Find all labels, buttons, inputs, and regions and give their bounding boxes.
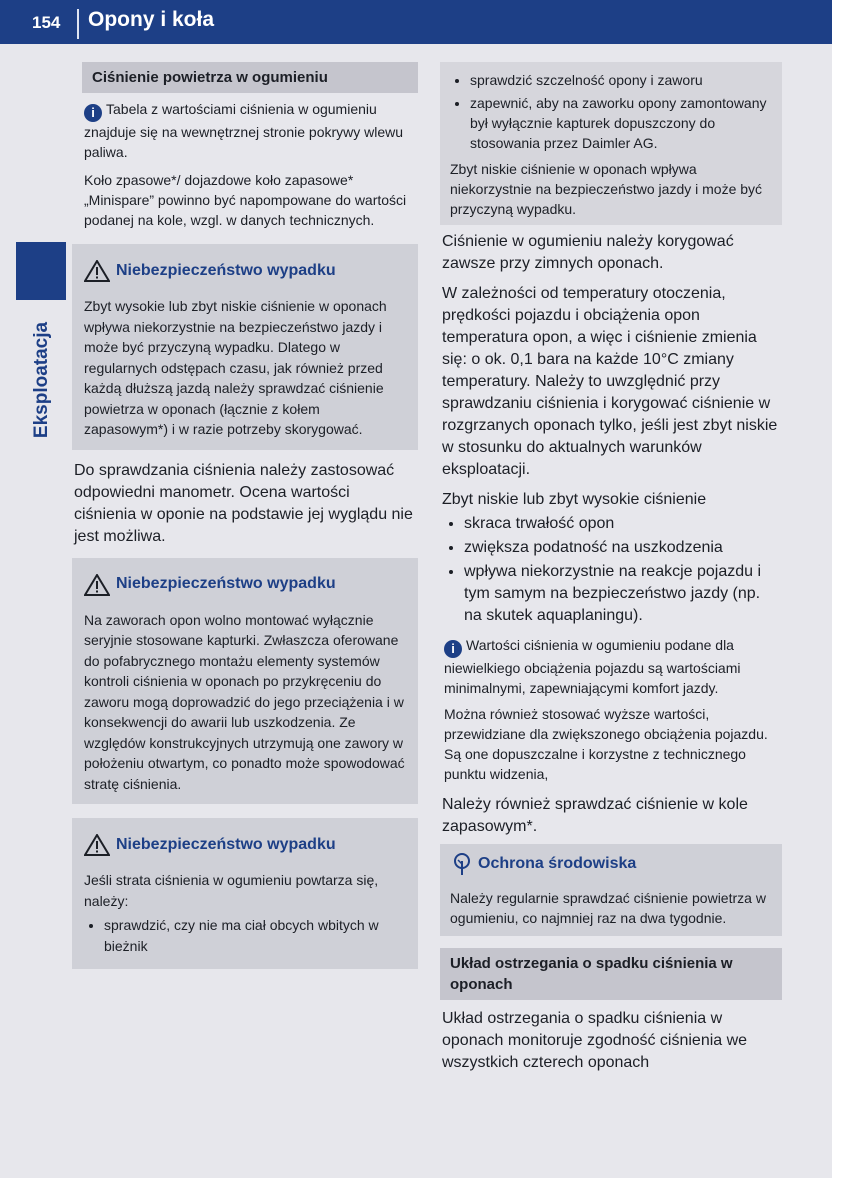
body-paragraph: Należy również sprawdzać ciśnienie w kole zapasowym*.: [442, 796, 748, 835]
body-paragraph: W zależności od temperatury otoczenia, prędkości pojazdu i obciążenia opon temperatura opon, a więc i ciśnienie zmienia się: o ok. 0,1 bara na każde 10°C zmiany temperatury. Należy to uwzględnić przy sprawdzaniu ciśnienia i korygować ciśnienie w rozgrzanych oponach tylko, jeśli jest zbyt niskie w stosunku do aktualnych warunków eksploatacji.: [442, 285, 778, 478]
list-item: • zapewnić, aby na zaworku opony zamontowany był wyłącznie kapturek dopuszczony do stosowania przez Daimler AG.: [470, 93, 774, 153]
body-section: [440, 225, 782, 627]
info-icon: i: [444, 640, 462, 658]
chapter-tab-marker: [16, 242, 66, 300]
environment-text: Należy regularnie sprawdzać ciśnienie powietrza w ogumieniu, co najmniej raz na dwa tygodnie.: [450, 890, 766, 926]
list-item: • sprawdzić, czy nie ma ciał obcych wbitych w bieżnik: [104, 915, 406, 956]
page-number: 154: [32, 13, 61, 32]
warning-title: Niebezpieczeństwo wypadku: [116, 575, 336, 593]
warning-box: [72, 818, 418, 969]
body-bullet-list: [442, 513, 780, 627]
chapter-side-label: Eksploatacja: [31, 321, 52, 439]
warning-triangle-icon: [84, 834, 110, 856]
list-item: • zwiększa podatność na uszkodzenia: [464, 537, 780, 559]
warning-box: [72, 558, 418, 805]
info-note: [72, 93, 418, 240]
continued-bullet-list: [450, 70, 774, 153]
warning-text: Zbyt wysokie lub zbyt niskie ciśnienie w oponach wpływa niekorzystnie na bezpieczeństwo jazdy i może być przyczyną wypadku. Dlatego w regularnych odstępach czasu, jak również przed każdą dłuższą jazdą należy sprawdzać ciśnienie powietrza w oponach (łącznie z kołem zapasowym*) i w razie potrzeby skorygować.: [84, 298, 387, 437]
header-divider: [77, 9, 79, 39]
warning-title: Niebezpieczeństwo wypadku: [116, 261, 336, 279]
page-title: Opony i koła: [88, 8, 215, 31]
environment-note-box: [440, 844, 782, 936]
warning-triangle-icon: [84, 574, 110, 596]
info-note: [440, 633, 782, 794]
warning-box: [72, 244, 418, 450]
info-text-spare: Koło zpasowe*/ dojazdowe koło zapasowe* „Minispare” powinno być napompowane do wartości podanej na kole, wzgl. w danych technicznych.: [84, 172, 407, 228]
right-column: [440, 62, 782, 1074]
warning-bullet-list: [84, 915, 406, 956]
warning-text: Zbyt niskie ciśnienie w oponach wpływa niekorzystnie na bezpieczeństwo jazdy i może być przyczyną wypadku.: [450, 161, 763, 217]
info-text: Można również stosować wyższe wartości, przewidziane dla zwiększonego obciążenia pojazdu. Są one dopuszczalne i korzystne z technicznego punktu widzenia,: [444, 706, 768, 782]
info-text: Wartości ciśnienia w ogumieniu podane dla niewielkiego obciążenia pojazdu są wartościami minimalnymi, zapewniającymi komfort jazdy.: [444, 637, 741, 696]
info-icon: i: [84, 104, 102, 122]
page-margin: [832, 0, 847, 1200]
warning-text: Jeśli strata ciśnienia w ogumieniu powtarza się, należy:: [84, 872, 379, 909]
body-paragraph: Układ ostrzegania o spadku ciśnienia w oponach monitoruje zgodność ciśnienia we wszystkich czterech oponach: [442, 1010, 748, 1071]
page-header: [0, 0, 832, 44]
environment-title: Ochrona środowiska: [478, 855, 637, 872]
info-text: Tabela z wartościami ciśnienia w ogumieniu znajduje się na wewnętrznej stronie pokrywy wlewu paliwa.: [84, 101, 404, 160]
body-paragraph: Do sprawdzania ciśnienia należy zastosować odpowiedni manometr. Ocena wartości ciśnienia w oponie na podstawie jej wyglądu nie jest możliwa.: [74, 461, 413, 545]
warning-continuation: [440, 62, 782, 225]
left-column: [72, 62, 418, 969]
list-item: • wpływa niekorzystnie na reakcje pojazdu i tym samym na bezpieczeństwo jazdy (np. na skutek aquaplaningu).: [464, 561, 780, 627]
section-heading: Układ ostrzegania o spadku ciśnienia w oponach: [440, 948, 782, 1000]
list-item: • sprawdzić szczelność opony i zaworu: [470, 70, 774, 90]
section-heading: Ciśnienie powietrza w ogumieniu: [82, 62, 418, 93]
list-item: • skraca trwałość opon: [464, 513, 780, 535]
warning-triangle-icon: [84, 260, 110, 282]
body-paragraph: Ciśnienie w ogumieniu należy korygować zawsze przy zimnych oponach.: [442, 233, 734, 272]
body-paragraph: Zbyt niskie lub zbyt wysokie ciśnienie: [442, 491, 707, 508]
warning-text: Na zaworach opon wolno montować wyłącznie seryjnie stosowane kapturki. Zwłaszcza oferowane do pofabrycznego montażu elementy systemów kontroli ciśnienia w oponach po przykręceniu do zaworu mogą doprowadzić do jego przeciążenia i w konsekwencji do awarii lub uszkodzenia. Ze względów konstrukcyjnych utrzymują one zawory w położeniu otwartym, co ponadto może spowodować stratę ciśnienia.: [84, 611, 405, 792]
environment-icon: [450, 852, 474, 876]
warning-title: Niebezpieczeństwo wypadku: [116, 835, 336, 853]
